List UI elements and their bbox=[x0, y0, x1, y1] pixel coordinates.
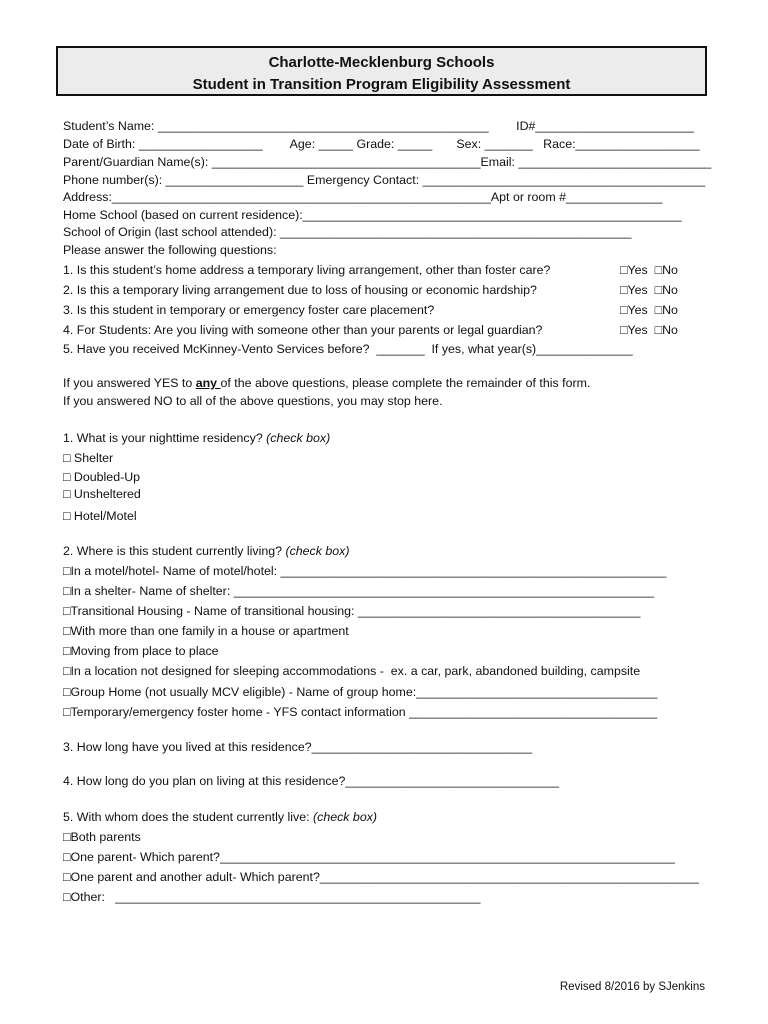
living-option-foster-home[interactable]: □Temporary/emergency foster home - YFS contact information ____________________________________ bbox=[63, 705, 658, 719]
residency-option-unsheltered[interactable]: □ Unsheltered bbox=[63, 487, 141, 501]
question-4-yes-no[interactable]: □Yes □No bbox=[620, 323, 678, 337]
lives-with-other[interactable]: □Other: _____________________________________________________ bbox=[63, 890, 481, 904]
no-instruction: If you answered NO to all of the above questions, you may stop here. bbox=[63, 394, 443, 408]
living-option-moving[interactable]: □Moving from place to place bbox=[63, 644, 219, 658]
living-option-transitional[interactable]: □Transitional Housing - Name of transitional housing: _________________________________________ bbox=[63, 604, 641, 618]
questions-prompt: Please answer the following questions: bbox=[63, 243, 277, 257]
lives-with-parent-and-adult[interactable]: □One parent and another adult- Which parent?_______________________________________________________ bbox=[63, 870, 699, 884]
parent-field[interactable]: Parent/Guardian Name(s): _______________________________________Email: ____________________________ bbox=[63, 155, 712, 169]
living-option-group-home[interactable]: □Group Home (not usually MCV eligible) - Name of group home:___________________________________ bbox=[63, 685, 658, 699]
residency-option-hotel[interactable]: □ Hotel/Motel bbox=[63, 509, 137, 523]
school-origin-field[interactable]: School of Origin (last school attended): ___________________________________________________ bbox=[63, 225, 632, 239]
section-2-title: 2. Where is this student currently living? (check box) bbox=[63, 544, 350, 558]
yes-instruction: If you answered YES to any of the above questions, please complete the remainder of this form. bbox=[63, 376, 591, 390]
question-5[interactable]: 5. Have you received McKinney-Vento Services before? _______ If yes, what year(s)______________ bbox=[63, 342, 633, 356]
section-3-question[interactable]: 3. How long have you lived at this residence?________________________________ bbox=[63, 740, 533, 754]
question-2-yes-no[interactable]: □Yes □No bbox=[620, 283, 678, 297]
question-4: 4. For Students: Are you living with someone other than your parents or legal guardian? bbox=[63, 323, 543, 337]
lives-with-both-parents[interactable]: □Both parents bbox=[63, 830, 141, 844]
student-name-field[interactable]: Student’s Name: ________________________________________________ ID#_______________________ bbox=[63, 119, 694, 133]
question-1-yes-no[interactable]: □Yes □No bbox=[620, 263, 678, 277]
address-field[interactable]: Address:_______________________________________________________Apt or room #______________ bbox=[63, 190, 663, 204]
question-1: 1. Is this student’s home address a temporary living arrangement, other than foster care? bbox=[63, 263, 551, 277]
question-3-yes-no[interactable]: □Yes □No bbox=[620, 303, 678, 317]
question-3: 3. Is this student in temporary or emergency foster care placement? bbox=[63, 303, 435, 317]
residency-option-shelter[interactable]: □ Shelter bbox=[63, 451, 114, 465]
living-option-non-sleeping-location[interactable]: □In a location not designed for sleeping accommodations - ex. a car, park, abandoned building, campsite bbox=[63, 664, 641, 678]
residency-option-doubled-up[interactable]: □ Doubled-Up bbox=[63, 470, 141, 484]
living-option-shelter[interactable]: □In a shelter- Name of shelter: _____________________________________________________________ bbox=[63, 584, 655, 598]
section-4-question[interactable]: 4. How long do you plan on living at this residence?_______________________________ bbox=[63, 774, 560, 788]
district-title: Charlotte-Mecklenburg Schools bbox=[268, 54, 495, 71]
lives-with-one-parent[interactable]: □One parent- Which parent?__________________________________________________________________ bbox=[63, 850, 675, 864]
question-2: 2. Is this a temporary living arrangement due to loss of housing or economic hardship? bbox=[63, 283, 537, 297]
home-school-field[interactable]: Home School (based on current residence):_______________________________________________________ bbox=[63, 208, 682, 222]
phone-field[interactable]: Phone number(s): ____________________ Emergency Contact: _________________________________________ bbox=[63, 173, 706, 187]
section-5-title: 5. With whom does the student currently live: (check box) bbox=[63, 810, 378, 824]
dob-field[interactable]: Date of Birth: __________________ Age: _____ Grade: _____ Sex: _______ Race:__________________ bbox=[63, 137, 700, 151]
form-title: Student in Transition Program Eligibility Assessment bbox=[192, 76, 571, 93]
section-1-title: 1. What is your nighttime residency? (check box) bbox=[63, 431, 331, 445]
living-option-motel[interactable]: □In a motel/hotel- Name of motel/hotel: ________________________________________________________ bbox=[63, 564, 667, 578]
revision-note: Revised 8/2016 by SJenkins bbox=[559, 981, 705, 993]
living-option-shared-house[interactable]: □With more than one family in a house or apartment bbox=[63, 624, 349, 638]
form-header bbox=[56, 46, 707, 96]
